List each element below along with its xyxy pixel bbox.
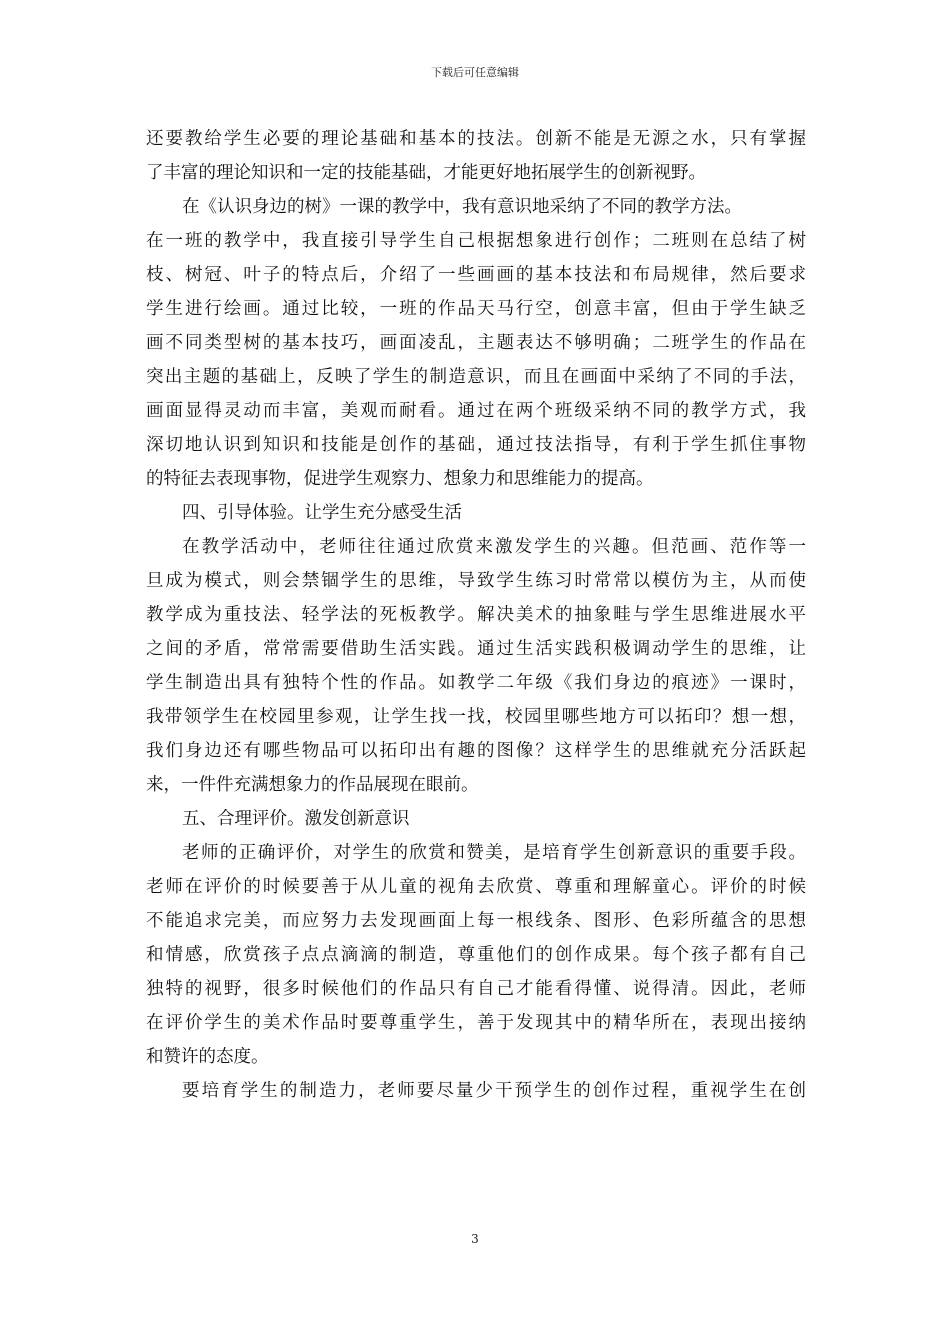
text-line: 和赞许的态度。 bbox=[146, 1047, 269, 1067]
text-line: 之间的矛盾，常常需要借助生活实践。通过生活实践积极调动学生的思维，让 bbox=[146, 639, 806, 659]
text-line: 独特的视野，很多时候他们的作品只有自己才能看得懂、说得清。因此，老师 bbox=[146, 979, 806, 999]
page-number: 3 bbox=[471, 1232, 479, 1246]
text-line: 我带领学生在校园里参观，让学生找一找，校园里哪些地方可以拓印？想一想， bbox=[146, 707, 806, 727]
text-line: 和情感，欣赏孩子点点滴滴的制造，尊重他们的创作成果。每个孩子都有自己 bbox=[146, 945, 806, 965]
document-body bbox=[146, 122, 806, 1108]
text-line: 旦成为模式，则会禁锢学生的思维，导致学生练习时常常以模仿为主，从而使 bbox=[146, 571, 806, 591]
text-line: 学生制造出具有独特个性的作品。如教学二年级《我们身边的痕迹》一课时， bbox=[146, 673, 806, 693]
text-line: 在《认识身边的树》一课的教学中，我有意识地采纳了不同的教学方法。 bbox=[182, 197, 742, 217]
page-header: 下载后可任意编辑 bbox=[431, 66, 519, 79]
text-line: 四、引导体验。让学生充分感受生活 bbox=[182, 503, 462, 523]
text-line: 来，一件件充满想象力的作品展现在眼前。 bbox=[146, 775, 479, 795]
text-line: 在一班的教学中，我直接引导学生自己根据想象进行创作；二班则在总结了树 bbox=[146, 231, 806, 251]
text-line: 画不同类型树的基本技巧，画面凌乱，主题表达不够明确；二班学生的作品在 bbox=[146, 333, 806, 353]
text-line: 要培育学生的制造力，老师要尽量少干预学生的创作过程，重视学生在创 bbox=[182, 1081, 806, 1101]
text-line: 老师的正确评价，对学生的欣赏和赞美，是培育学生创新意识的重要手段。 bbox=[182, 843, 806, 863]
text-line: 还要教给学生必要的理论基础和基本的技法。创新不能是无源之水，只有掌握 bbox=[146, 129, 806, 149]
text-line: 五、合理评价。激发创新意识 bbox=[182, 809, 410, 829]
text-line: 的特征去表现事物，促进学生观察力、想象力和思维能力的提高。 bbox=[146, 469, 654, 489]
text-line: 老师在评价的时候要善于从儿童的视角去欣赏、尊重和理解童心。评价的时候 bbox=[146, 877, 806, 897]
text-line: 教学成为重技法、轻学法的死板教学。解决美术的抽象畦与学生思维进展水平 bbox=[146, 605, 806, 625]
text-line: 突出主题的基础上，反映了学生的制造意识，而且在画面中采纳了不同的手法， bbox=[146, 367, 806, 387]
text-line: 枝、树冠、叶子的特点后，介绍了一些画画的基本技法和布局规律，然后要求 bbox=[146, 265, 806, 285]
text-line: 了丰富的理论知识和一定的技能基础，才能更好地拓展学生的创新视野。 bbox=[146, 163, 706, 183]
text-line: 不能追求完美，而应努力去发现画面上每一根线条、图形、色彩所蕴含的思想 bbox=[146, 911, 806, 931]
text-line: 画面显得灵动而丰富，美观而耐看。通过在两个班级采纳不同的教学方式，我 bbox=[146, 401, 806, 421]
text-line: 学生进行绘画。通过比较，一班的作品天马行空，创意丰富，但由于学生缺乏 bbox=[146, 299, 806, 319]
text-line: 在评价学生的美术作品时要尊重学生，善于发现其中的精华所在，表现出接纳 bbox=[146, 1013, 806, 1033]
text-line: 在教学活动中，老师往往通过欣赏来激发学生的兴趣。但范画、范作等一 bbox=[182, 537, 806, 557]
text-line: 我们身边还有哪些物品可以拓印出有趣的图像？这样学生的思维就充分活跃起 bbox=[146, 741, 806, 761]
text-line: 深切地认识到知识和技能是创作的基础，通过技法指导，有利于学生抓住事物 bbox=[146, 435, 806, 455]
